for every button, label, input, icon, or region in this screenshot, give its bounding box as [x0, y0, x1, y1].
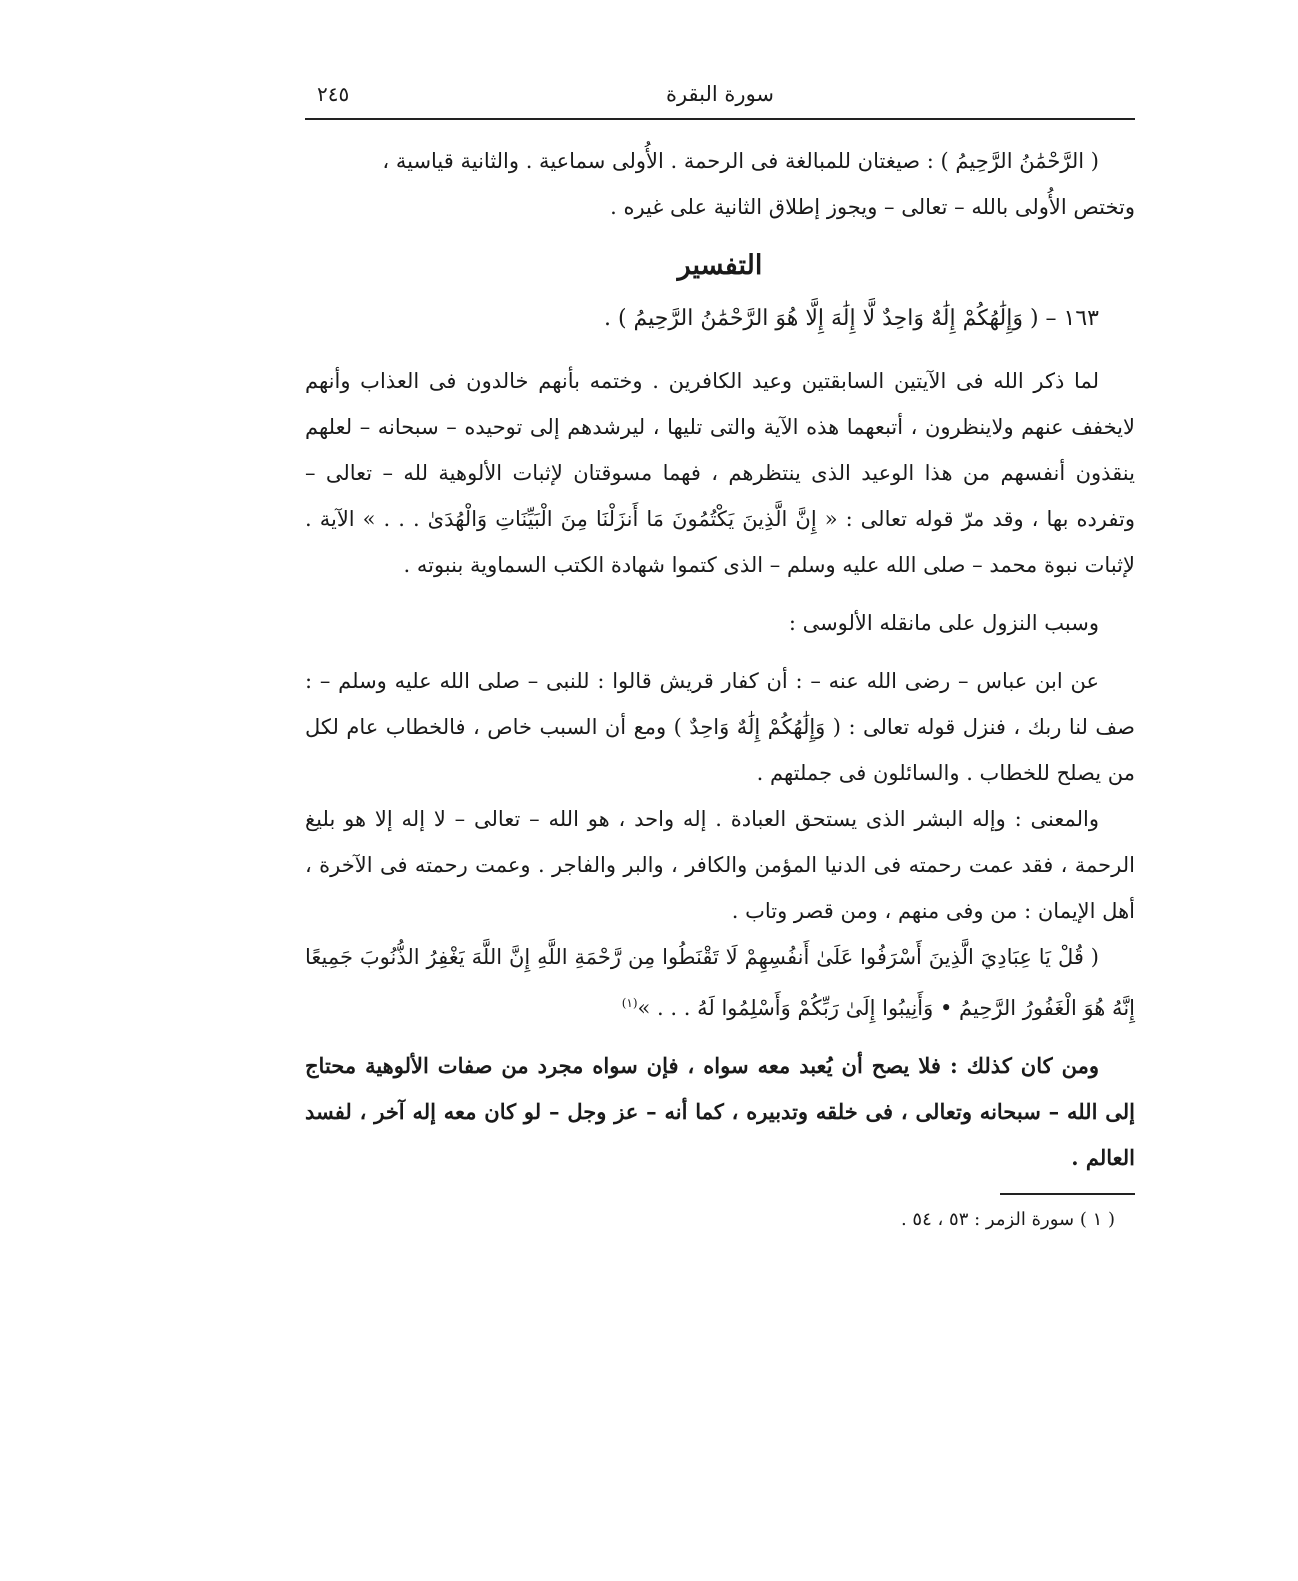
- paragraph-conclusion: ومن كان كذلك : فلا يصح أن يُعبد معه سواه ، فإن سواه مجرد من صفات الألوهية محتاج إلى الله – سبحانه وتعالى ، فى خلقه وتدبيره ، كما أنه – عز وجل – لو كان معه إله آخر ، لفسد العالم .: [305, 1053, 1135, 1170]
- paragraph-quran-quote: [305, 934, 1135, 1031]
- verse-heading: ١٦٣ – ( وَإِلَٰهُكُمْ إِلَٰهٌ وَاحِدٌ لَّا إِلَٰهَ إِلَّا هُوَ الرَّحْمَٰنُ الرَّحِيمُ ) .: [603, 306, 1099, 331]
- footnote: ( ١ ) سورة الزمر : ٥٣ ، ٥٤ .: [900, 1209, 1115, 1230]
- footnote-marker: (١): [621, 996, 638, 1010]
- paragraph-meaning: والمعنى : وإله البشر الذى يستحق العبادة . إله واحد ، هو الله – تعالى – لا إله إلا هو بليغ الرحمة ، فقد عمت رحمته فى الدنيا المؤمن والكافر ، والبر والفاجر . وعمت رحمته فى الآخرة ، أهل الإيمان : من وفى منهم ، ومن قصر وتاب .: [305, 807, 1135, 923]
- paragraph-narration: عن ابن عباس – رضى الله عنه – : أن كفار قريش قالوا : للنبى – صلى الله عليه وسلم – : صف لنا ربك ، فنزل قوله تعالى : ( وَإِلَٰهُكُمْ إِلَٰهٌ وَاحِدٌ ) ومع أن السبب خاص ، فالخطاب عام لكل من يصلح للخطاب . والسائلون فى جملتهم .: [305, 669, 1135, 785]
- page-number: ٢٤٥: [317, 82, 350, 106]
- running-title: سورة البقرة: [665, 82, 775, 106]
- paragraph-intro: لما ذكر الله فى الآيتين السابقتين وعيد الكافرين . وختمه بأنهم خالدون فى العذاب وأنهم لايخفف عنهم ولاينظرون ، أتبعهما هذه الآية والتى تليها ، ليرشدهم إلى توحيده – سبحانه – لعلهم ينقذون أنفسهم من هذا الوعيد الذى ينتظرهم ، فهما مسوقتان لإثبات الألوهية لله – تعالى – وتفرده بها ، وقد مرّ قوله تعالى : « إِنَّ الَّذِينَ يَكْتُمُونَ مَا أَنزَلْنَا مِنَ الْبَيِّنَاتِ وَالْهُدَىٰ . . . » الآية . لإثبات نبوة محمد – صلى الله عليه وسلم – الذى كتموا شهادة الكتب السماوية بنبوته .: [305, 369, 1135, 577]
- footnote-rule: [1000, 1193, 1135, 1195]
- book-page: [305, 78, 1135, 1235]
- header-rule: [305, 118, 1135, 120]
- definition-line-1: ( الرَّحْمَٰنُ الرَّحِيمُ ) : صيغتان للمبالغة فى الرحمة . الأُولى سماعية . والثانية قياسية ،: [382, 149, 1099, 173]
- quran-quote-text: ( قُلْ يَا عِبَادِيَ الَّذِينَ أَسْرَفُوا عَلَىٰ أَنفُسِهِمْ لَا تَقْنَطُوا مِن رَّحْمَةِ اللَّهِ إِنَّ اللَّهَ يَغْفِرُ الذُّنُوبَ جَمِيعًا إِنَّهُ هُوَ الْغَفُورُ الرَّحِيمُ • وَأَنِيبُوا إِلَىٰ رَبِّكُمْ وَأَسْلِمُوا لَهُ . . . »: [305, 945, 1135, 1020]
- page-header: [305, 78, 1135, 114]
- paragraph-cause-of-revelation: وسبب النزول على مانقله الألوسى :: [788, 611, 1099, 635]
- section-title: التفسير: [677, 250, 763, 281]
- definition-line-2: وتختص الأُولى بالله – تعالى – ويجوز إطلاق الثانية على غيره .: [610, 195, 1135, 219]
